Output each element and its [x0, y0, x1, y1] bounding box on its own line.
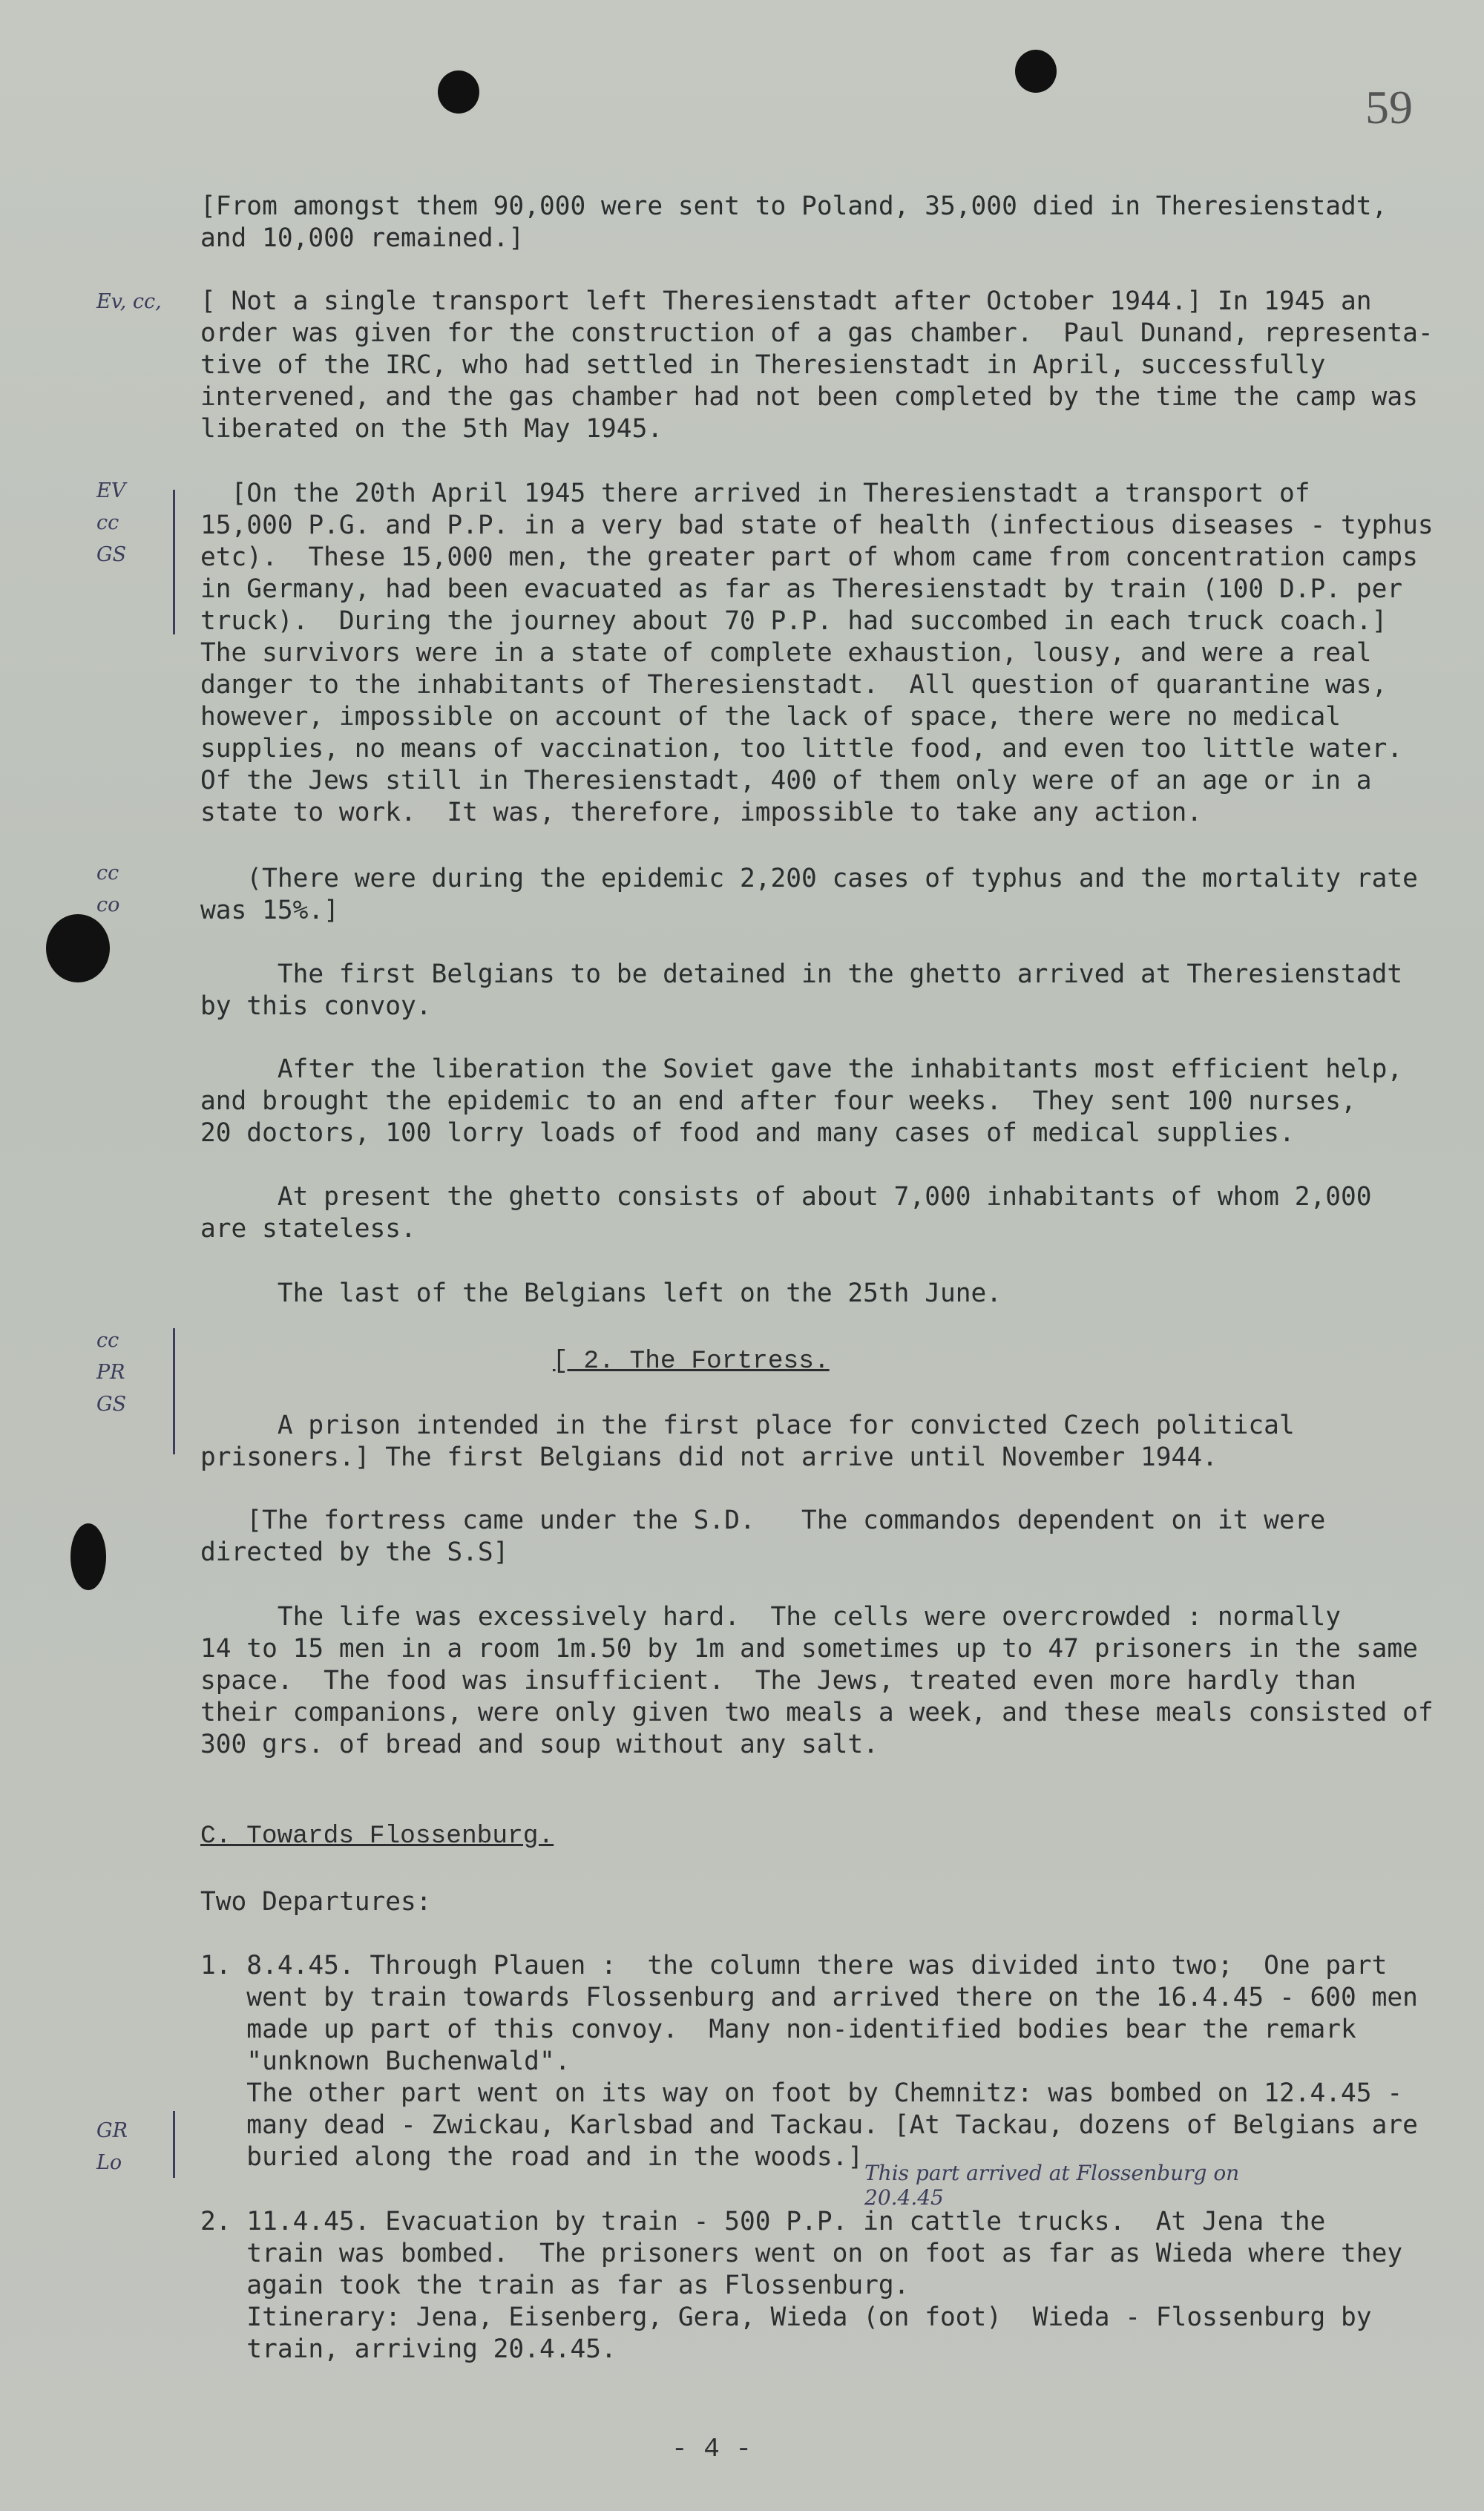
paragraph: The first Belgians to be detained in the ghetto arrived at Theresienstadt by this convoy. [200, 959, 1403, 1021]
page-number: 59 [1365, 81, 1413, 134]
margin-note: cc co [96, 861, 120, 916]
paragraph: The life was excessively hard. The cells were overcrowded : normally 14 to 15 men in a room 1m.50 by 1m and sometimes up to 47 prisoners in the same space. The food was insufficient. The Jews, treated even more hardly than their companions, were only given two meals a week, and these meals consisted of 300 grs. of bread and soup without any salt. [200, 1602, 1434, 1759]
punch-hole [1015, 50, 1057, 93]
handwritten-note: This part arrived at Flossenburg on 20.4.45 [864, 2161, 1240, 2210]
punch-hole [438, 70, 479, 114]
paragraph: Two Departures: [200, 1887, 432, 1917]
section-heading: [ 2. The Fortress. [553, 1347, 830, 1376]
paragraph: [From amongst them 90,000 were sent to Poland, 35,000 died in Theresienstadt, and 10,000 remained.] [200, 191, 1388, 253]
paragraph: [The fortress came under the S.D. The commandos dependent on it were directed by the S.S] [200, 1506, 1326, 1567]
punch-hole [46, 914, 110, 982]
paragraph: After the liberation the Soviet gave the inhabitants most efficient help, and brought the epidemic to an end after four weeks. They sent 100 nurses, 20 doctors, 100 lorry loads of food and many cases of medical supplies. [200, 1054, 1403, 1148]
margin-note: cc PR GS [96, 1329, 127, 1416]
paragraph: The last of the Belgians left on the 25th June. [200, 1279, 1002, 1308]
list-item: 1. 8.4.45. Through Plauen : the column there was divided into two; One part went by train towards Flossenburg and arrived there on the 16.4.45 - 600 men made up part of this convoy. Many non-identified bodies bear the remark "unknown Buchenwald". The other part went on its way on foot by Chemnitz: was bombed on 12.4.45 - many dead - Zwickau, Karlsbad and Tackau. [At Tackau, dozens of Belgians are buried along the road and in the woods.] [200, 1951, 1418, 2172]
list-item: 2. 11.4.45. Evacuation by train - 500 P.P. in cattle trucks. At Jena the train was bombed. The prisoners went on on foot as far as Wieda where they again took the train as far as Flossenburg. Itinerary: Jena, Eisenberg, Gera, Wieda (on foot) Wieda - Flossenburg by train, arriving 20.4.45. [200, 2207, 1403, 2364]
margin-bracket [173, 2111, 175, 2178]
paragraph: [ Not a single transport left Theresienstadt after October 1944.] In 1945 an order was given for the construction of a gas chamber. Paul Dunand, representa- tive of the IRC, who had settled in Theresienstadt in April, successfully intervened, and the gas chamber had not been completed by the time the camp was liberated on the 5th May 1945. [200, 286, 1434, 444]
punch-hole [70, 1523, 106, 1590]
paragraph: (There were during the epidemic 2,200 cases of typhus and the mortality rate was 15%.] [200, 864, 1418, 925]
page-footer: - 4 - [672, 2434, 752, 2464]
paragraph: A prison intended in the first place for convicted Czech political prisoners.] The first Belgians did not arrive until November 1944. [200, 1411, 1295, 1472]
paragraph: At present the ghetto consists of about 7,000 inhabitants of whom 2,000 are stateless. [200, 1182, 1372, 1244]
paragraph: [On the 20th April 1945 there arrived in Theresienstadt a transport of 15,000 P.G. and P.P. in a very bad state of health (infectious diseases - typhus etc). These 15,000 men, the greater part of whom came from concentration camps in Germany, had been evacuated as far as Theresienstadt by train (100 D.P. per truck). During the journey about 70 P.P. had succombed in each truck coach.] The survivors were in a state of complete exhaustion, lousy, and were a real danger to the inhabitants of Theresienstadt. All question of quarantine was, however, impossible on account of the lack of space, there were no medical supplies, no means of vaccination, too little food, and even too little water. Of the Jews still in Theresienstadt, 400 of them only were of an age or in a state to work. It was, therefore, impossible to take any action. [200, 479, 1434, 827]
margin-note: Ev, cc, [96, 290, 162, 313]
section-heading: C. Towards Flossenburg. [200, 1822, 554, 1851]
margin-bracket [173, 490, 175, 634]
margin-bracket [173, 1328, 175, 1454]
margin-note: EV cc GS [96, 479, 127, 566]
margin-note: GR Lo [96, 2119, 128, 2174]
